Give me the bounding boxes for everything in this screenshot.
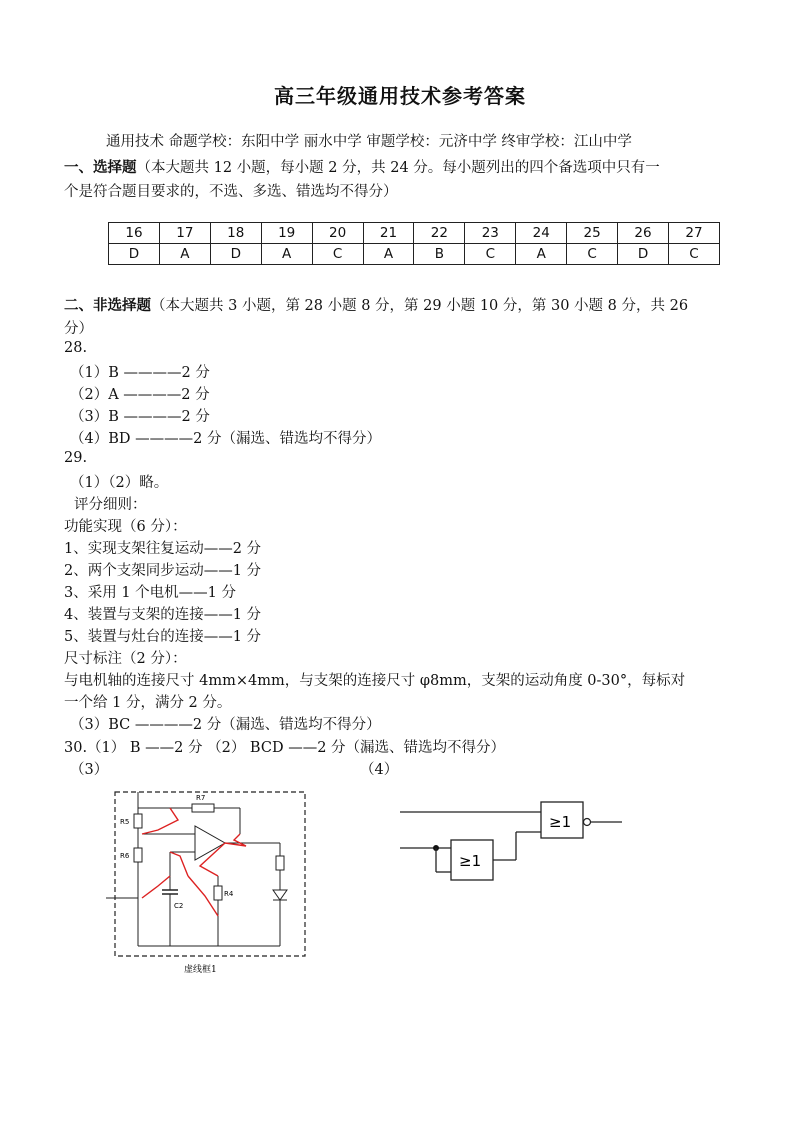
question-number: 26 bbox=[618, 223, 669, 244]
answer-table-answers-row bbox=[109, 244, 720, 265]
meta-line: 通用技术 命题学校：东阳中学 丽水中学 审题学校：元济中学 终审学校：江山中学 bbox=[106, 134, 632, 150]
answer-cell: B bbox=[414, 244, 465, 265]
answer-cell: A bbox=[159, 244, 210, 265]
q28-item: （4）BD ————2 分（漏选、错选均不得分） bbox=[70, 431, 381, 447]
circuit-label-r5: R5 bbox=[120, 818, 130, 826]
question-number: 23 bbox=[465, 223, 516, 244]
answer-table bbox=[108, 222, 720, 265]
answer-cell: C bbox=[567, 244, 618, 265]
q29-line: 1、实现支架往复运动——2 分 bbox=[64, 541, 262, 557]
answer-cell: A bbox=[363, 244, 414, 265]
circuit-label-r6: R6 bbox=[120, 852, 130, 860]
q29-line: 一个给 1 分，满分 2 分。 bbox=[64, 695, 232, 711]
section2-heading: 二、非选择题 bbox=[64, 297, 151, 314]
section1-heading: 一、选择题 bbox=[64, 159, 137, 176]
question-number: 16 bbox=[109, 223, 160, 244]
question-number: 18 bbox=[210, 223, 261, 244]
q29-line: （3）BC ————2 分（漏选、错选均不得分） bbox=[70, 717, 381, 733]
question-number: 20 bbox=[312, 223, 363, 244]
section1-intro bbox=[64, 156, 660, 177]
circuit-label-r4: R4 bbox=[224, 890, 234, 898]
section1-desc2: 个是符合题目要求的，不选、多选、错选均不得分） bbox=[64, 184, 398, 200]
q28-item: （3）B ————2 分 bbox=[70, 409, 210, 425]
q29-line: 2、两个支架同步运动——1 分 bbox=[64, 563, 262, 579]
answer-cell: D bbox=[210, 244, 261, 265]
question-number: 19 bbox=[261, 223, 312, 244]
circuit-label-r7: R7 bbox=[196, 794, 206, 802]
circuit-diagram bbox=[100, 786, 320, 982]
answer-cell: C bbox=[465, 244, 516, 265]
question-number: 24 bbox=[516, 223, 567, 244]
question-number: 27 bbox=[668, 223, 719, 244]
answer-cell: D bbox=[618, 244, 669, 265]
question-number: 21 bbox=[363, 223, 414, 244]
answer-cell: C bbox=[312, 244, 363, 265]
q30-label-3: （3） bbox=[70, 762, 109, 778]
gate-label-or: ≥1 bbox=[459, 852, 482, 870]
answer-cell: D bbox=[109, 244, 160, 265]
question-number: 17 bbox=[159, 223, 210, 244]
section2-desc2: 分） bbox=[64, 321, 93, 337]
q28-item: （1）B ————2 分 bbox=[70, 365, 210, 381]
circuit-label-c2: C2 bbox=[174, 902, 184, 910]
question-number: 25 bbox=[567, 223, 618, 244]
q29-line: 4、装置与支架的连接——1 分 bbox=[64, 607, 262, 623]
q29-line: 5、装置与灶台的连接——1 分 bbox=[64, 629, 262, 645]
section2-desc: （本大题共 3 小题，第 28 小题 8 分，第 29 小题 10 分，第 30 小题 8 分，共 26 bbox=[151, 298, 689, 314]
answer-cell: A bbox=[261, 244, 312, 265]
q29-label: 29. bbox=[64, 450, 88, 466]
q28-label: 28. bbox=[64, 340, 88, 356]
circuit-caption: 虚线框1 bbox=[184, 965, 217, 975]
answer-cell: C bbox=[668, 244, 719, 265]
q29-line: 功能实现（6 分）： bbox=[64, 519, 187, 535]
q29-line: 3、采用 1 个电机——1 分 bbox=[64, 585, 237, 601]
q29-line: 与电机轴的连接尺寸 4mm×4mm，与支架的连接尺寸 φ8mm，支架的运动角度 0-30°，每标对 bbox=[64, 673, 686, 689]
q29-line: 尺寸标注（2 分）： bbox=[64, 651, 187, 667]
question-number: 22 bbox=[414, 223, 465, 244]
page-title: 高三年级通用技术参考答案 bbox=[274, 84, 526, 108]
q30-label-4: （4） bbox=[360, 762, 399, 778]
gate-label-or-nor: ≥1 bbox=[549, 813, 572, 831]
answer-cell: A bbox=[516, 244, 567, 265]
section1-desc: （本大题共 12 小题，每小题 2 分，共 24 分。每小题列出的四个备选项中只有一 bbox=[136, 160, 660, 176]
logic-diagram bbox=[396, 796, 636, 896]
q30-line: 30.（1） B ——2 分 （2） BCD ——2 分（漏选、错选均不得分） bbox=[64, 740, 506, 756]
answer-table-numbers-row bbox=[109, 223, 720, 244]
q28-item: （2）A ————2 分 bbox=[70, 387, 210, 403]
q29-line: 评分细则： bbox=[74, 497, 147, 513]
q29-line: （1）（2）略。 bbox=[70, 475, 169, 491]
section2-intro bbox=[64, 294, 688, 315]
